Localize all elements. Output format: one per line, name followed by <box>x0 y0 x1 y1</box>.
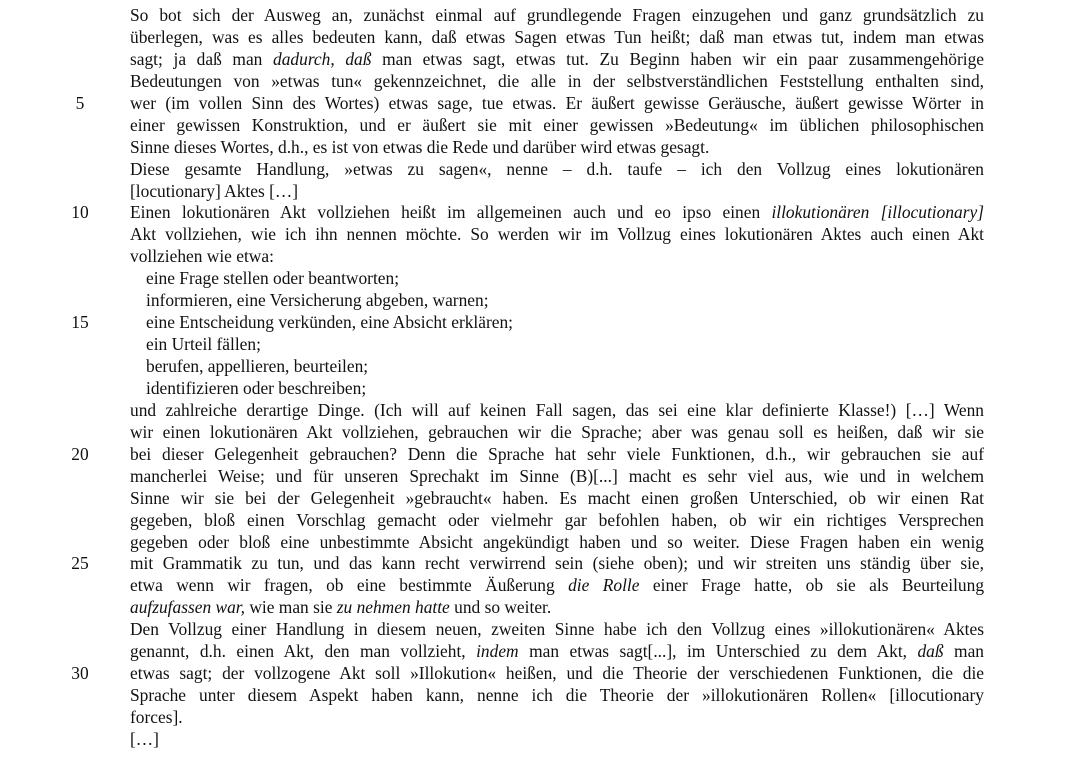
text-line-29 <box>0 619 1084 641</box>
line-text: forces]. <box>130 707 183 727</box>
line-text: Sinne dieses Wortes, d.h., es ist von etwas die Rede und darüber wird etwas gesagt. <box>130 136 710 157</box>
line-text: Den Vollzug einer Handlung in diesem neuen, zweiten Sinne habe ich den Vollzug eines »illokutionären« Aktes <box>130 619 984 640</box>
text-line-16 <box>0 334 1084 356</box>
text-line-20 <box>0 422 1084 444</box>
text-segment: man etwas sagt[...], im Unterschied zu dem Akt, <box>518 641 918 662</box>
line-text <box>130 202 984 224</box>
line-text: bei dieser Gelegenheit gebrauchen? Denn die Sprache hat sehr viele Funktionen, d.h., wir gebrauchen sie auf <box>130 443 984 464</box>
text-line-30 <box>0 641 1084 663</box>
line-text: Diese gesamte Handlung, »etwas zu sagen«, nenne – d.h. taufe – ich den Vollzug eines lokutionären <box>130 158 984 179</box>
line-text: Bedeutungen von »etwas tun« gekennzeichnet, die alle in der selbstverständlichen Feststellung enthalten sind, <box>130 70 984 91</box>
text-line-9 <box>0 181 1084 203</box>
text-line-24 <box>0 510 1084 532</box>
line-text: [locutionary] Aktes […] <box>130 180 299 201</box>
text-line-22 <box>0 466 1084 488</box>
line-text: vollziehen wie etwa: <box>130 246 274 267</box>
text-segment: einer Frage hatte, ob sie als Beurteilung <box>639 575 985 596</box>
line-text: einer gewissen Konstruktion, und er äußert sie mit einer gewissen »Bedeutung« im üblichen philosophischen <box>130 114 984 135</box>
text-line-28 <box>0 597 1084 619</box>
line-number: 5 <box>75 92 85 113</box>
text-line-21 <box>0 444 1084 466</box>
line-text <box>130 641 984 663</box>
text-line-10 <box>0 202 1084 224</box>
list-item: eine Frage stellen oder beantworten; <box>146 268 400 289</box>
list-item: eine Entscheidung verkünden, eine Absicht erklären; <box>146 312 514 333</box>
text-line-13 <box>0 268 1084 290</box>
list-item: informieren, eine Versicherung abgeben, warnen; <box>146 290 489 311</box>
emphasis-text: indem <box>476 641 519 662</box>
list-item: ein Urteil fällen; <box>146 334 261 355</box>
text-segment: sagt; ja daß man <box>130 48 274 69</box>
line-text: wir einen lokutionären Akt vollziehen, gebrauchen wir die Sprache; aber was genau soll es heißen, daß wir sie <box>130 421 984 442</box>
text-line-15 <box>0 312 1084 334</box>
line-number: 20 <box>71 443 89 464</box>
text-line-33 <box>0 707 1084 729</box>
line-text <box>130 597 984 619</box>
emphasis-text: die Rolle <box>568 575 640 596</box>
text-line-26 <box>0 553 1084 575</box>
text-line-18 <box>0 378 1084 400</box>
emphasis-text: daß <box>917 641 944 662</box>
text-line-34 <box>0 729 1084 751</box>
emphasis-text: aufzufassen war, <box>130 597 245 618</box>
line-text: wer (im vollen Sinn des Wortes) etwas sage, tue etwas. Er äußert gewisse Geräusche, äußert gewisse Wörter in <box>130 92 984 113</box>
text-line-2 <box>0 27 1084 49</box>
document-page <box>0 5 1084 751</box>
text-line-5 <box>0 93 1084 115</box>
text-line-25 <box>0 532 1084 554</box>
line-text: und zahlreiche derartige Dinge. (Ich will auf keinen Fall sagen, das sei eine klar definierte Klasse!) […] Wenn <box>130 399 984 420</box>
text-line-11 <box>0 224 1084 246</box>
line-text <box>130 49 984 71</box>
text-line-7 <box>0 137 1084 159</box>
text-line-27 <box>0 575 1084 597</box>
text-line-19 <box>0 400 1084 422</box>
text-segment: und so weiter. <box>449 597 552 618</box>
text-line-6 <box>0 115 1084 137</box>
text-line-17 <box>0 356 1084 378</box>
line-number: 15 <box>71 312 89 333</box>
emphasis-text: zu nehmen hatte <box>336 597 450 618</box>
line-text: gegeben oder bloß eine unbestimmte Absicht angekündigt haben und so weiter. Diese Fragen haben ein wenig <box>130 531 984 552</box>
text-segment: genannt, d.h. einen Akt, den man vollzieht, <box>130 641 477 662</box>
line-text: gegeben, bloß einen Vorschlag gemacht oder vielmehr gar befohlen haben, ob wir ein richtiges Versprechen <box>130 509 984 530</box>
line-number: 25 <box>71 553 89 574</box>
text-line-1 <box>0 5 1084 27</box>
emphasis-text: dadurch, daß <box>273 48 372 69</box>
text-line-14 <box>0 290 1084 312</box>
text-segment: wie man sie <box>245 597 337 618</box>
text-line-3 <box>0 49 1084 71</box>
line-text: So bot sich der Ausweg an, zunächst einmal auf grundlegende Fragen einzugehen und ganz grundsätzlich zu <box>130 5 984 25</box>
list-item: berufen, appellieren, beurteilen; <box>146 356 369 376</box>
list-item: identifizieren oder beschreiben; <box>146 377 367 398</box>
emphasis-text: illokutionären [illocutionary] <box>771 202 984 223</box>
line-text: mancherlei Weise; und für unseren Sprechakt im Sinne (B)[...] macht es sehr viel aus, wie und in welchem <box>130 465 984 486</box>
line-text: Sprache unter diesem Aspekt haben kann, nenne ich die Theorie der »illokutionären Rollen« [illocutionary <box>130 685 984 706</box>
line-text: etwas sagt; der vollzogene Akt soll »Illokution« heißen, und die Theorie der verschiedenen Funktionen, die die <box>130 663 984 684</box>
text-line-23 <box>0 488 1084 510</box>
line-text: Sinne wir sie bei der Gelegenheit »gebraucht« haben. Es macht einen großen Unterschied, ob wir einen Rat <box>130 487 984 508</box>
text-segment: etwa wenn wir fragen, ob eine bestimmte Äußerung <box>130 575 569 596</box>
text-segment: Einen lokutionären Akt vollziehen heißt im allgemeinen auch und eo ipso einen <box>130 202 772 223</box>
text-line-4 <box>0 71 1084 93</box>
text-line-8 <box>0 159 1084 181</box>
line-text: Akt vollziehen, wie ich ihn nennen möchte. So werden wir im Vollzug eines lokutionären Aktes auch einen Akt <box>130 224 984 245</box>
line-text <box>130 575 984 597</box>
line-number: 30 <box>71 663 89 684</box>
text-segment: man <box>943 641 984 662</box>
line-text: überlegen, was es alles bedeuten kann, daß etwas Sagen etwas Tun heißt; daß man etwas tut, indem man etwas <box>130 26 984 47</box>
line-text: […] <box>130 728 159 749</box>
text-line-12 <box>0 246 1084 268</box>
text-line-32 <box>0 685 1084 707</box>
text-line-31 <box>0 663 1084 685</box>
line-text: mit Grammatik zu tun, und das kann recht verwirrend sein (siehe oben); und wir streiten uns ständig über sie, <box>130 553 984 574</box>
text-segment: man etwas sagt, etwas tut. Zu Beginn haben wir ein paar zusammengehörige <box>371 48 985 69</box>
line-number: 10 <box>71 202 89 223</box>
